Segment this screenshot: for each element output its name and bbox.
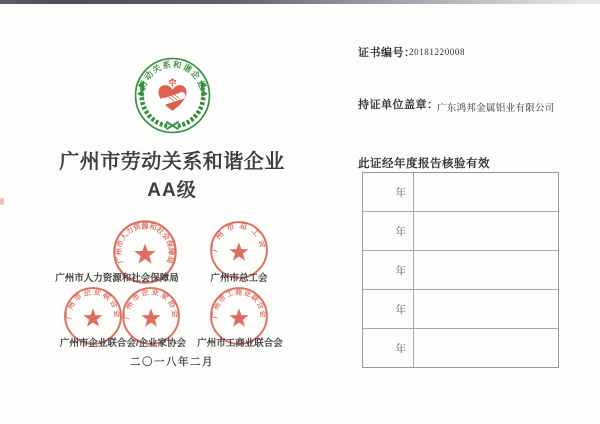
- cert-no-value: 20181220008: [409, 47, 466, 57]
- seal-ring-text: 广州市工商业联合会: [210, 287, 268, 319]
- seal-label-industry-commerce: 广州市工商业联合会: [197, 338, 283, 349]
- seal-star-icon: [229, 242, 248, 260]
- emblem-ring-text: 劳动关系和谐企业: [137, 59, 208, 91]
- year-cell: 年: [363, 290, 414, 328]
- scan-artifact: [0, 198, 4, 205]
- record-cell: [414, 173, 558, 211]
- table-row: [363, 329, 558, 367]
- seal-star-icon: [134, 243, 155, 263]
- record-cell: [414, 212, 558, 250]
- harmonious-enterprise-emblem: [134, 57, 211, 134]
- table-row: [363, 212, 558, 251]
- cert-no-label: 证书编号：: [358, 47, 416, 59]
- grade-level: AA级: [147, 180, 197, 201]
- scan-top-edge: [0, 0, 600, 4]
- seal-ring-text: 广州市企业联合会: [64, 287, 122, 320]
- record-cell: [414, 329, 558, 367]
- annual-check-note: 此证经年度报告核验有效: [358, 158, 490, 170]
- seal-star-icon: [83, 308, 102, 326]
- year-cell: 年: [363, 212, 414, 250]
- year-cell: 年: [363, 329, 414, 367]
- year-cell: 年: [363, 251, 414, 289]
- table-row: [363, 173, 558, 212]
- record-cell: [414, 251, 558, 289]
- seal-label-enterprise-federation: 广州市企业联合会/企业家协会: [59, 338, 187, 349]
- seal-label-trade-union: 广州市总工会: [210, 273, 268, 284]
- seal-label-hr-bureau: 广州市人力资源和社会保障局: [55, 273, 179, 284]
- annual-check-table: [362, 172, 559, 368]
- seal-ring-text: 广州市总工会: [209, 220, 269, 253]
- table-row: [363, 290, 558, 329]
- year-cell: 年: [363, 173, 414, 211]
- holder-name: 广东鸿邦金属铝业有限公司: [437, 104, 555, 114]
- seal-ring-text: 广州市人力资源和社会保障局: [114, 221, 176, 265]
- issue-date: 二〇一八年二月: [130, 356, 214, 368]
- certificate-title: 广州市劳动关系和谐企业: [59, 151, 285, 173]
- seal-star-icon: [229, 308, 248, 326]
- seal-ring-text: 广州市企业家协会: [122, 287, 180, 320]
- holder-seal-label: 持证单位盖章：: [358, 99, 439, 111]
- record-cell: [414, 290, 558, 328]
- seal-star-icon: [141, 308, 160, 326]
- table-row: [363, 251, 558, 290]
